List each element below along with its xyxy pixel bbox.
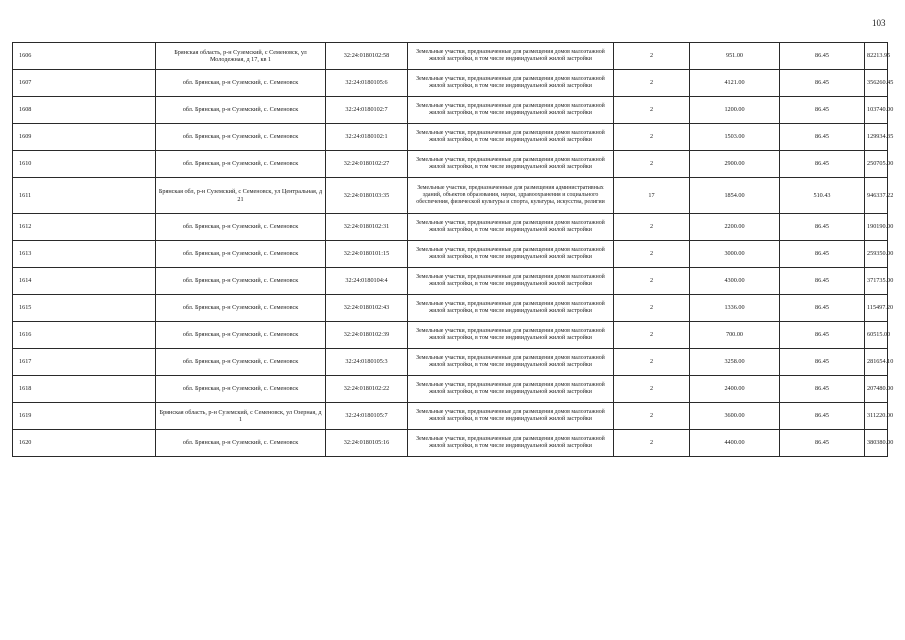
specific-value-cell: 86.45 [780, 349, 865, 376]
row-number-cell: 1609 [13, 124, 156, 151]
table-row [13, 178, 888, 214]
land-use-cell: Земельные участки, предназначенные для размещения домов малоэтажной жилой застройки, в том числе индивидуальной жилой застройки [408, 214, 614, 241]
table-row [13, 241, 888, 268]
row-number-cell: 1608 [13, 97, 156, 124]
cadastral-value-cell: 115497.20 [865, 295, 888, 322]
table-row [13, 403, 888, 430]
cadastral-number-cell: 32:24:0180101:15 [326, 241, 408, 268]
area-cell: 3258.00 [690, 349, 780, 376]
table-row [13, 295, 888, 322]
land-use-cell: Земельные участки, предназначенные для размещения домов малоэтажной жилой застройки, в том числе индивидуальной жилой застройки [408, 403, 614, 430]
land-use-cell: Земельные участки, предназначенные для размещения домов малоэтажной жилой застройки, в том числе индивидуальной жилой застройки [408, 349, 614, 376]
address-cell: Брянская область, р-н Суземский, с Семеновск, ул Озерная, д 1 [156, 403, 326, 430]
address-cell: обл. Брянская, р-н Суземский, с. Семеновск [156, 349, 326, 376]
address-cell: обл. Брянская, р-н Суземский, с. Семеновск [156, 322, 326, 349]
row-number-cell: 1606 [13, 43, 156, 70]
area-cell: 2900.00 [690, 151, 780, 178]
table-row [13, 70, 888, 97]
address-cell: обл. Брянская, р-н Суземский, с. Семеновск [156, 70, 326, 97]
row-number-cell: 1616 [13, 322, 156, 349]
group-cell: 2 [614, 376, 690, 403]
cadastral-value-cell: 356260.45 [865, 70, 888, 97]
land-use-cell: Земельные участки, предназначенные для размещения домов малоэтажной жилой застройки, в том числе индивидуальной жилой застройки [408, 97, 614, 124]
cadastral-value-cell: 250705.00 [865, 151, 888, 178]
land-use-cell: Земельные участки, предназначенные для размещения домов малоэтажной жилой застройки, в том числе индивидуальной жилой застройки [408, 295, 614, 322]
address-cell: Брянская область, р-н Суземский, с Семеновск, ул Молодежная, д 17, кв 1 [156, 43, 326, 70]
cadastral-number-cell: 32:24:0180102:7 [326, 97, 408, 124]
specific-value-cell: 86.45 [780, 151, 865, 178]
group-cell: 2 [614, 322, 690, 349]
address-cell: Брянская обл, р-н Суземский, с Семеновск, ул Центральная, д 21 [156, 178, 326, 214]
address-cell: обл. Брянская, р-н Суземский, с. Семеновск [156, 430, 326, 457]
area-cell: 3600.00 [690, 403, 780, 430]
cadastral-number-cell: 32:24:0180105:6 [326, 70, 408, 97]
group-cell: 2 [614, 295, 690, 322]
specific-value-cell: 86.45 [780, 376, 865, 403]
table-row [13, 376, 888, 403]
row-number-cell: 1613 [13, 241, 156, 268]
land-use-cell: Земельные участки, предназначенные для размещения домов малоэтажной жилой застройки, в том числе индивидуальной жилой застройки [408, 124, 614, 151]
specific-value-cell: 86.45 [780, 97, 865, 124]
land-use-cell: Земельные участки, предназначенные для размещения административных зданий, объектов образования, науки, здравоохранения и социального обеспечения, физической культуры и спорта, культуры, искусства, религии [408, 178, 614, 214]
cadastral-value-cell: 946337.22 [865, 178, 888, 214]
group-cell: 2 [614, 214, 690, 241]
address-cell: обл. Брянская, р-н Суземский, с. Семеновск [156, 214, 326, 241]
area-cell: 2200.00 [690, 214, 780, 241]
cadastral-value-cell: 281654.10 [865, 349, 888, 376]
specific-value-cell: 86.45 [780, 403, 865, 430]
group-cell: 2 [614, 70, 690, 97]
area-cell: 3000.00 [690, 241, 780, 268]
specific-value-cell: 86.45 [780, 241, 865, 268]
specific-value-cell: 86.45 [780, 268, 865, 295]
land-use-cell: Земельные участки, предназначенные для размещения домов малоэтажной жилой застройки, в том числе индивидуальной жилой застройки [408, 151, 614, 178]
cadastral-number-cell: 32:24:0180102:1 [326, 124, 408, 151]
cadastral-value-cell: 60515.00 [865, 322, 888, 349]
address-cell: обл. Брянская, р-н Суземский, с. Семеновск [156, 124, 326, 151]
row-number-cell: 1615 [13, 295, 156, 322]
specific-value-cell: 86.45 [780, 43, 865, 70]
cadastral-value-cell: 82213.95 [865, 43, 888, 70]
cadastral-number-cell: 32:24:0180102:31 [326, 214, 408, 241]
page-number: 103 [872, 18, 886, 28]
group-cell: 2 [614, 97, 690, 124]
row-number-cell: 1617 [13, 349, 156, 376]
table-row [13, 430, 888, 457]
land-use-cell: Земельные участки, предназначенные для размещения домов малоэтажной жилой застройки, в том числе индивидуальной жилой застройки [408, 430, 614, 457]
row-number-cell: 1620 [13, 430, 156, 457]
cadastral-value-table [12, 42, 894, 457]
cadastral-number-cell: 32:24:0180104:4 [326, 268, 408, 295]
cadastral-number-cell: 32:24:0180103:35 [326, 178, 408, 214]
address-cell: обл. Брянская, р-н Суземский, с. Семеновск [156, 97, 326, 124]
area-cell: 1503.00 [690, 124, 780, 151]
cadastral-value-cell: 190190.00 [865, 214, 888, 241]
table-row [13, 43, 888, 70]
table-body [13, 43, 894, 457]
area-cell: 4121.00 [690, 70, 780, 97]
area-cell: 1854.00 [690, 178, 780, 214]
table-row [13, 97, 888, 124]
group-cell: 17 [614, 178, 690, 214]
table-row [13, 151, 888, 178]
group-cell: 2 [614, 43, 690, 70]
table-row [13, 124, 888, 151]
cadastral-value-cell: 207480.00 [865, 376, 888, 403]
table-row [13, 214, 888, 241]
area-cell: 1336.00 [690, 295, 780, 322]
cadastral-value-cell: 371735.00 [865, 268, 888, 295]
land-use-cell: Земельные участки, предназначенные для размещения домов малоэтажной жилой застройки, в том числе индивидуальной жилой застройки [408, 70, 614, 97]
cadastral-value-cell: 129934.35 [865, 124, 888, 151]
area-cell: 700.00 [690, 322, 780, 349]
table-row [13, 322, 888, 349]
specific-value-cell: 86.45 [780, 430, 865, 457]
cadastral-number-cell: 32:24:0180102:43 [326, 295, 408, 322]
cadastral-number-cell: 32:24:0180102:22 [326, 376, 408, 403]
row-number-cell: 1610 [13, 151, 156, 178]
specific-value-cell: 86.45 [780, 124, 865, 151]
cadastral-number-cell: 32:24:0180102:27 [326, 151, 408, 178]
row-number-cell: 1612 [13, 214, 156, 241]
area-cell: 951.00 [690, 43, 780, 70]
address-cell: обл. Брянская, р-н Суземский, с. Семеновск [156, 151, 326, 178]
specific-value-cell: 510.43 [780, 178, 865, 214]
area-cell: 4300.00 [690, 268, 780, 295]
cadastral-number-cell: 32:24:0180102:58 [326, 43, 408, 70]
row-number-cell: 1618 [13, 376, 156, 403]
land-use-cell: Земельные участки, предназначенные для размещения домов малоэтажной жилой застройки, в том числе индивидуальной жилой застройки [408, 241, 614, 268]
group-cell: 2 [614, 349, 690, 376]
cadastral-value-cell: 311220.00 [865, 403, 888, 430]
cadastral-number-cell: 32:24:0180105:7 [326, 403, 408, 430]
cadastral-number-cell: 32:24:0180102:39 [326, 322, 408, 349]
specific-value-cell: 86.45 [780, 322, 865, 349]
group-cell: 2 [614, 241, 690, 268]
specific-value-cell: 86.45 [780, 214, 865, 241]
address-cell: обл. Брянская, р-н Суземский, с. Семеновск [156, 268, 326, 295]
area-cell: 1200.00 [690, 97, 780, 124]
specific-value-cell: 86.45 [780, 70, 865, 97]
row-number-cell: 1619 [13, 403, 156, 430]
area-cell: 2400.00 [690, 376, 780, 403]
group-cell: 2 [614, 124, 690, 151]
land-use-cell: Земельные участки, предназначенные для размещения домов малоэтажной жилой застройки, в том числе индивидуальной жилой застройки [408, 376, 614, 403]
group-cell: 2 [614, 403, 690, 430]
cadastral-number-cell: 32:24:0180105:16 [326, 430, 408, 457]
cadastral-value-cell: 259350.00 [865, 241, 888, 268]
row-number-cell: 1607 [13, 70, 156, 97]
cadastral-value-cell: 380380.00 [865, 430, 888, 457]
area-cell: 4400.00 [690, 430, 780, 457]
group-cell: 2 [614, 151, 690, 178]
land-use-cell: Земельные участки, предназначенные для размещения домов малоэтажной жилой застройки, в том числе индивидуальной жилой застройки [408, 43, 614, 70]
land-use-cell: Земельные участки, предназначенные для размещения домов малоэтажной жилой застройки, в том числе индивидуальной жилой застройки [408, 268, 614, 295]
address-cell: обл. Брянская, р-н Суземский, с. Семеновск [156, 241, 326, 268]
specific-value-cell: 86.45 [780, 295, 865, 322]
address-cell: обл. Брянская, р-н Суземский, с. Семеновск [156, 295, 326, 322]
table-row [13, 349, 888, 376]
row-number-cell: 1614 [13, 268, 156, 295]
cadastral-value-cell: 103740.00 [865, 97, 888, 124]
land-use-cell: Земельные участки, предназначенные для размещения домов малоэтажной жилой застройки, в том числе индивидуальной жилой застройки [408, 322, 614, 349]
table-row [13, 268, 888, 295]
group-cell: 2 [614, 268, 690, 295]
row-number-cell: 1611 [13, 178, 156, 214]
cadastral-number-cell: 32:24:0180105:3 [326, 349, 408, 376]
address-cell: обл. Брянская, р-н Суземский, с. Семеновск [156, 376, 326, 403]
group-cell: 2 [614, 430, 690, 457]
